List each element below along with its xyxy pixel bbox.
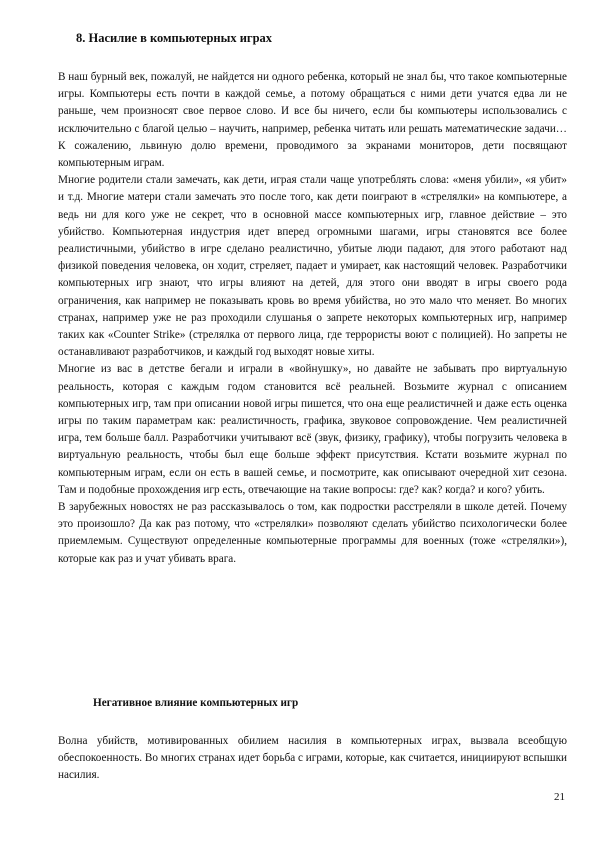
paragraph: Волна убийств, мотивированных обилием насилия в компьютерных играх, вызвала всеобщую обеспокоенность. Во многих странах идет борьба с играми, которые, как считается, инициируют вспышки насилия. [58,735,567,782]
paragraph: Многие родители стали замечать, как дети, играя стали чаще употреблять слова: «меня убили», «я убит» и т.д. Многие матери стали замечать это после того, как дети поиграют в «стрелялки» на компьютере, а ведь ни для кого уже не секрет, что в основной массе компьютерных игр, главное действие – это убийство. Компьютерная индустрия идет вперед огромными шагами, игры становятся все более реалистичными, убийство в игре сделано реалистично, убитые люди падают, для этого работают над физикой поведения человека, он ходит, стреляет, падает и умирает, как настоящий человек. Разработчики компьютерных игр знают, что игры влияют на детей, для этого они вводят в игры своего рода ограничения, как например не показывать кровь во время убийства, но это мало что меняет. Во многих странах, например уже не раз проходили слушанья о запрете некоторых компьютерных игр, например таких как «Counter Strike» (стрелялка от первого лица, где террористы воют с полицией). Но запреты не останавливают разработчиков, и каждый год выходят новые хиты. [58,174,567,359]
paragraph: Многие из вас в детстве бегали и играли в «войнушку», но давайте не забывать про виртуальную реальность, которая с каждым годом становится всё реальней. Возьмите журнал с описанием компьютерных игр, там при описании новой игры пишется, что она еще реалистичней и даже есть оценка игры по таким параметрам как: реалистичность, графика, звуковое сопровождение. Чем реалистичней игра, тем больше балл. Разработчики учитывают всё (звук, физику, графику), чтобы погрузить человека в виртуальную реальность, чтобы был еще больше эффект присутствия. Кстати возьмите журнал по компьютерным играм, если он есть в вашей семье, и посмотрите, как описывают очередной хит сезона. Там и подобные прохождения игр есть, отвечающие на такие вопросы: где? как? когда? и кого? убить. [58,363,567,496]
paragraph: В зарубежных новостях не раз рассказывалось о том, как подростки расстреляли в школе детей. Почему это произошло? Да как раз потому, что «стрелялки» позволяют сделать убийство психологически более приемлемым. Существуют определенные компьютерные программы для военных (тоже «стрелялки»), которые как раз и учат убивать врага. [58,501,567,565]
section-heading: 8. Насилие в компьютерных играх [76,31,273,45]
main-text-block [58,69,567,568]
page-number: 21 [554,791,565,803]
paragraph: В наш бурный век, пожалуй, не найдется ни одного ребенка, который не знал бы, что такое компьютерные игры. Компьютеры есть почти в каждой семье, а потому обращаться с ними дети учатся едва ли не раньше, чем произносят свое первое слово. И все бы ничего, если бы компьютеры использовались с исключительно с благой целью – научить, например, ребенка читать или решать математические задачи…К сожалению, львиную долю времени, проводимого за экранами мониторов, дети посвящают компьютерным играм. [58,71,567,170]
subsection-heading: Негативное влияние компьютерных игр [93,697,299,709]
